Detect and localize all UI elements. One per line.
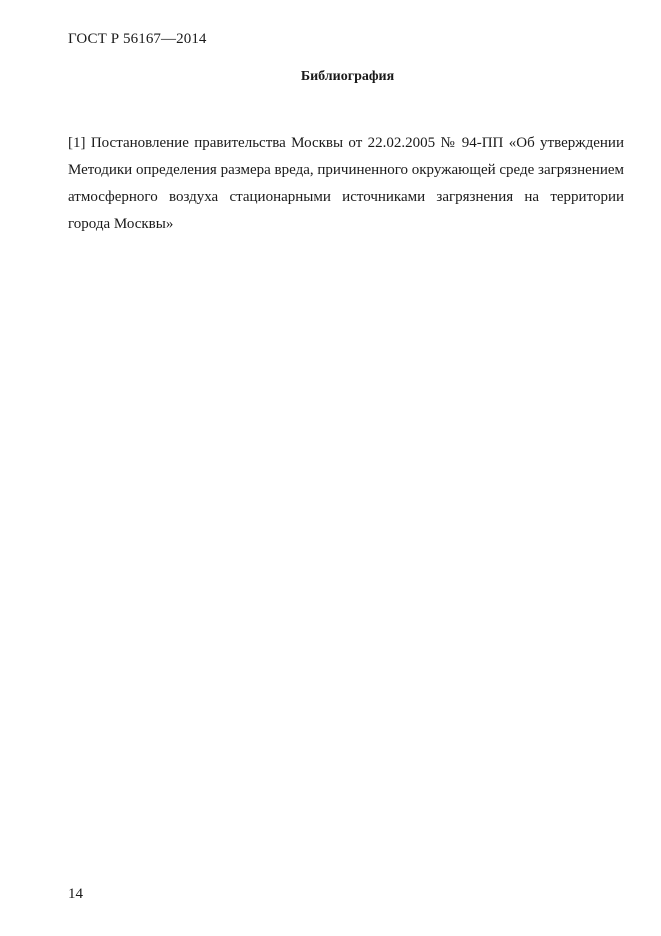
bibliography-list bbox=[68, 130, 624, 238]
page-number: 14 bbox=[68, 886, 83, 902]
bibliography-title: Библиография bbox=[300, 69, 395, 84]
document-header-standard-code: ГОСТ Р 56167—2014 bbox=[68, 31, 207, 47]
bibliography-entry-1: [1] Постановление правительства Москвы от 22.02.2005 № 94-ПП «Об утверждении Методики определения размера вреда, причиненного окружающей среде загрязнением атмосферного воздуха стационарными источниками загрязнения на территории города Москвы» bbox=[68, 135, 624, 232]
